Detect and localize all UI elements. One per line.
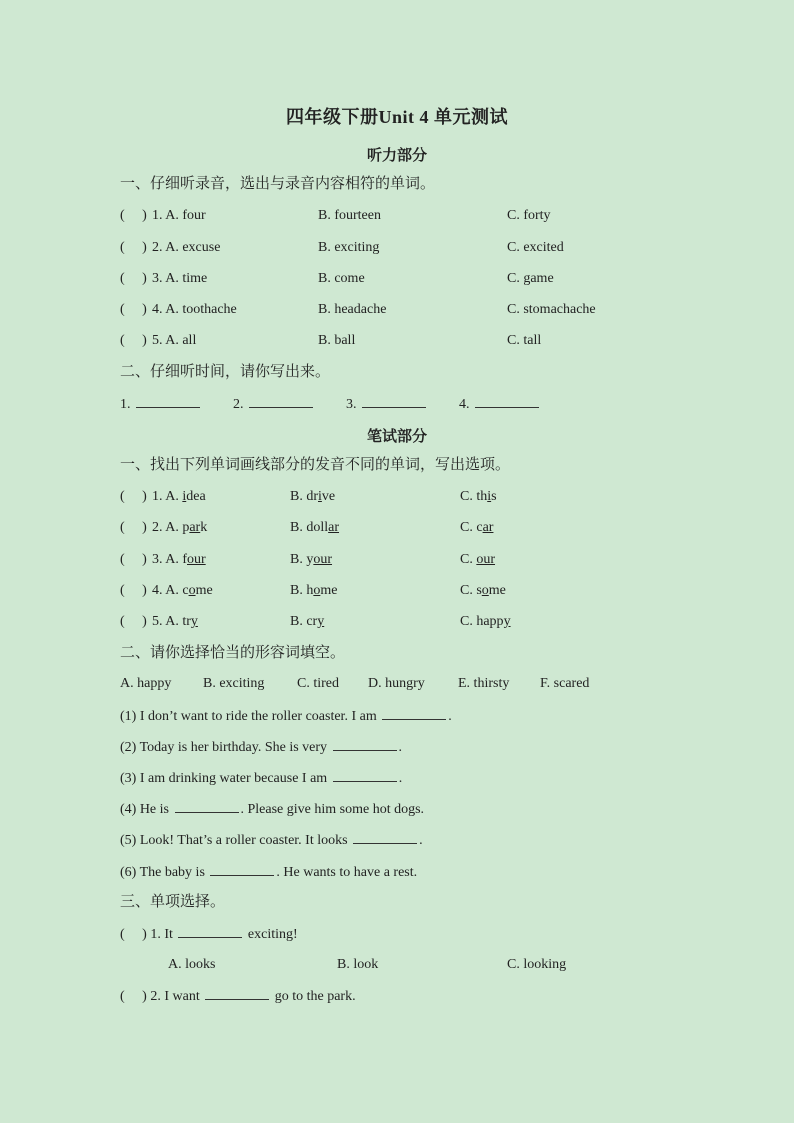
answer-blank[interactable] xyxy=(362,393,426,408)
fill-sentence: (3) I am drinking water because I am . xyxy=(120,767,402,789)
answer-blank[interactable] xyxy=(175,798,239,813)
fill-sentence: (2) Today is her birthday. She is very . xyxy=(120,736,402,758)
listening-heading: 听力部分 xyxy=(366,148,427,164)
answer-blank[interactable] xyxy=(333,767,397,782)
answer-blank[interactable] xyxy=(210,861,274,876)
listening-item: ( ) 3. A. time B. come C. game xyxy=(120,271,554,286)
mc-question-1: ( ) 1. It exciting! xyxy=(120,923,298,945)
listening-part1-instruction: 一、仔细听录音，选出与录音内容相符的单词。 xyxy=(120,176,436,192)
answer-blank[interactable] xyxy=(136,393,200,408)
written-part1-instruction: 一、找出下列单词画线部分的发音不同的单词，写出选项。 xyxy=(120,457,511,473)
phonics-item: ( ) 3. A. four B. your C. our xyxy=(120,552,496,567)
answer-blank[interactable] xyxy=(333,736,397,751)
answer-blank[interactable] xyxy=(382,705,446,720)
answer-blank[interactable] xyxy=(353,829,417,844)
mc-options-1: A. looks B. look C. looking xyxy=(168,957,567,972)
phonics-item: ( ) 5. A. try B. cry C. happy xyxy=(120,614,511,629)
mc-question-2: ( ) 2. I want go to the park. xyxy=(120,985,356,1007)
time-blanks-row: 1. 2. 3. 4. xyxy=(120,393,680,415)
answer-blank[interactable] xyxy=(205,985,269,1000)
answer-blank[interactable] xyxy=(249,393,313,408)
fill-sentence: (1) I don’t want to ride the roller coaster. I am . xyxy=(120,705,452,727)
listening-item: ( ) 2. A. excuse B. exciting C. excited xyxy=(120,240,564,255)
fill-sentence: (4) He is . Please give him some hot dogs. xyxy=(120,798,424,820)
page-title: 四年级下册Unit 4 单元测试 xyxy=(285,107,508,127)
answer-blank[interactable] xyxy=(178,923,242,938)
written-part2-instruction: 二、请你选择恰当的形容词填空。 xyxy=(120,645,346,661)
phonics-item: ( ) 4. A. come B. home C. some xyxy=(120,583,506,598)
written-heading: 笔试部分 xyxy=(366,429,427,445)
listening-item: ( ) 1. A. four B. fourteen C. forty xyxy=(120,208,551,223)
adjective-options-row: A. happy B. exciting C. tired D. hungry E. thirsty F. scared xyxy=(120,676,590,691)
fill-sentence: (6) The baby is . He wants to have a rest. xyxy=(120,861,417,883)
phonics-item: ( ) 2. A. park B. dollar C. car xyxy=(120,520,494,535)
written-part3-instruction: 三、单项选择。 xyxy=(120,894,226,910)
listening-part2-instruction: 二、仔细听时间，请你写出来。 xyxy=(120,364,331,380)
answer-blank[interactable] xyxy=(475,393,539,408)
phonics-item: ( ) 1. A. idea B. drive C. this xyxy=(120,489,497,504)
listening-item: ( ) 4. A. toothache B. headache C. stomachache xyxy=(120,302,596,317)
fill-sentence: (5) Look! That’s a roller coaster. It looks . xyxy=(120,829,423,851)
listening-item: ( ) 5. A. all B. ball C. tall xyxy=(120,333,542,348)
